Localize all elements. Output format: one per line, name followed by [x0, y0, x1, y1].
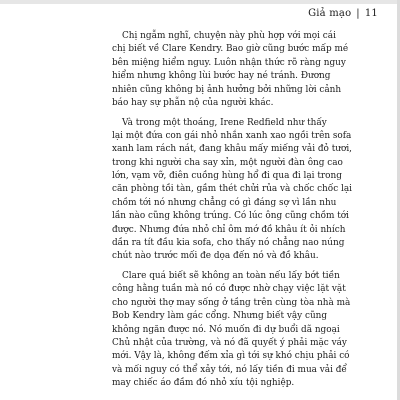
text-line: may chiếc áo đầm đó nhỏ xíu tội nghiệp. [112, 378, 295, 389]
book-title: Giả mạo [308, 8, 352, 19]
top-page-edge [0, 0, 400, 4]
text-line: chị biết về Clare Kendry. Bao giờ cũng bước mấp mé [112, 44, 349, 55]
text-line: mới. Vậy là, không đếm xỉa gì tới sự khó chịu phải có [112, 351, 350, 362]
text-line: Clare quá biết sẽ không an toàn nếu lấy bớt tiền [122, 271, 340, 282]
text-line: được. Nhưng đứa nhỏ chỉ ôm mớ đồ khâu ít ỏi nhích [112, 224, 346, 235]
text-line: lớn, vạm vỡ, điên cuồng hùng hổ đi qua đi lại trong [112, 171, 342, 182]
text-line: lần nào cũng không trúng. Có lúc ông cũng chồm tới [112, 211, 349, 222]
text-line: dần ra tít đầu kia sofa, cho thấy nó chẳng nao núng [112, 238, 345, 249]
text-line: trong khi người cha say xỉn, một người đàn ông cao [112, 157, 343, 168]
text-line: hiểm nhưng không lùi bước hay né tránh. Đương [112, 71, 331, 82]
text-line: nhiên cũng không bị ảnh hưởng bởi những lời cảnh [112, 84, 342, 95]
body-text [112, 30, 382, 391]
text-line: và mối nguy có thể xảy tới, nó lấy tiền đi mua vải để [112, 364, 347, 375]
text-line: bên miệng hiểm nguy. Luôn nhận thức rõ ràng nguy [112, 57, 346, 68]
text-line: cho người thợ may sống ở tầng trên cùng tòa nhà mà [112, 297, 351, 308]
running-header [308, 8, 378, 19]
text-line: căn phòng tồi tàn, gầm thét chửi rủa và chốc chốc lại [112, 184, 352, 195]
text-line: báo hay sự phẫn nộ của người khác. [112, 97, 274, 108]
text-line: chồm tới nó nhưng chẳng có gì đáng sợ vì lần nhu [112, 197, 337, 208]
header-separator: | [356, 8, 360, 19]
text-line: Và trong một thoáng, Irene Redfield như thấy [122, 117, 327, 128]
text-line: công hằng tuần mà nó có được nhờ chạy việc lặt vặt [112, 284, 346, 295]
page-number: 11 [364, 8, 378, 19]
text-line: không ngăn được nó. Nó muốn đi dự buổi dã ngoại [112, 324, 340, 335]
text-line: Chị ngẫm nghĩ, chuyện này phù hợp với mọi cái [122, 31, 336, 41]
text-line: Chủ nhật của trường, và nó đã quyết ý phải mặc váy [112, 337, 347, 348]
text-line: Bob Kendry làm gác cổng. Nhưng biết vậy cũng [112, 311, 328, 322]
text-line: lại một đứa con gái nhỏ nhắn xanh xao ngồi trên sofa [112, 130, 352, 141]
text-line: xanh lam rách nát, đang khâu mấy miếng vải đỏ tươi, [112, 144, 353, 155]
text-line: chút nào trước mối đe dọa đến nó và đồ khâu. [112, 251, 319, 262]
